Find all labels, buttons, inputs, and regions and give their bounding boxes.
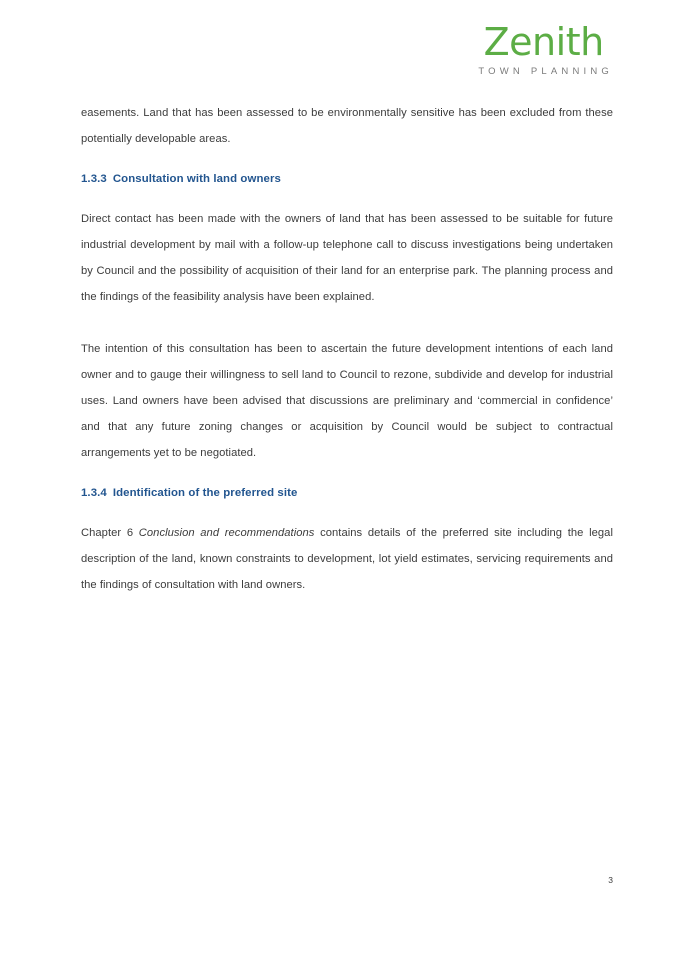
paragraph-preferred-site xyxy=(81,520,613,598)
heading-1-3-3-number: 1.3.3 xyxy=(81,173,107,185)
logo-wordmark: Zenith xyxy=(483,20,604,64)
paragraph-preferred-site-tail: contains details of the preferred site including the legal description of the land, known constraints to development, lot yield estimates, servicing requirements and the findings of consultation with land owners. xyxy=(81,527,613,591)
heading-1-3-4-number: 1.3.4 xyxy=(81,487,107,499)
heading-1-3-3 xyxy=(81,170,613,188)
paragraph-preferred-site-lead: Chapter 6 xyxy=(81,527,139,539)
zenith-logo xyxy=(474,22,613,78)
page-header xyxy=(0,0,675,96)
spacer xyxy=(81,188,613,206)
spacer xyxy=(81,502,613,520)
heading-1-3-4-title: Identification of the preferred site xyxy=(112,487,298,499)
logo-tagline: TOWN PLANNING xyxy=(478,66,613,77)
paragraph-easements: easements. Land that has been assessed to be environmentally sensitive has been excluded from these potentially developable areas. xyxy=(81,107,613,145)
spacer xyxy=(81,152,613,170)
page-number: 3 xyxy=(608,875,613,885)
heading-1-3-3-title: Consultation with land owners xyxy=(112,173,281,185)
paragraph-preferred-site-italic: Conclusion and recommendations xyxy=(138,527,315,539)
spacer xyxy=(81,466,613,484)
document-body xyxy=(81,100,613,598)
heading-1-3-4 xyxy=(81,484,613,502)
paragraph-intention-consultation: The intention of this consultation has been to ascertain the future development intentions of each land owner and to gauge their willingness to sell land to Council to rezone, subdivide and develop for industrial uses. Land owners have been advised that discussions are preliminary and ‘commercial in confidence’ and that any future zoning changes or acquisition by Council would be subject to contractual arrangements yet to be negotiated. xyxy=(81,343,613,459)
spacer xyxy=(81,310,613,336)
paragraph-direct-contact: Direct contact has been made with the owners of land that has been assessed to be suitable for future industrial development by mail with a follow-up telephone call to discuss investigations being undertaken by Council and the possibility of acquisition of their land for an enterprise park. The planning process and the findings of the feasibility analysis have been explained. xyxy=(81,213,613,303)
